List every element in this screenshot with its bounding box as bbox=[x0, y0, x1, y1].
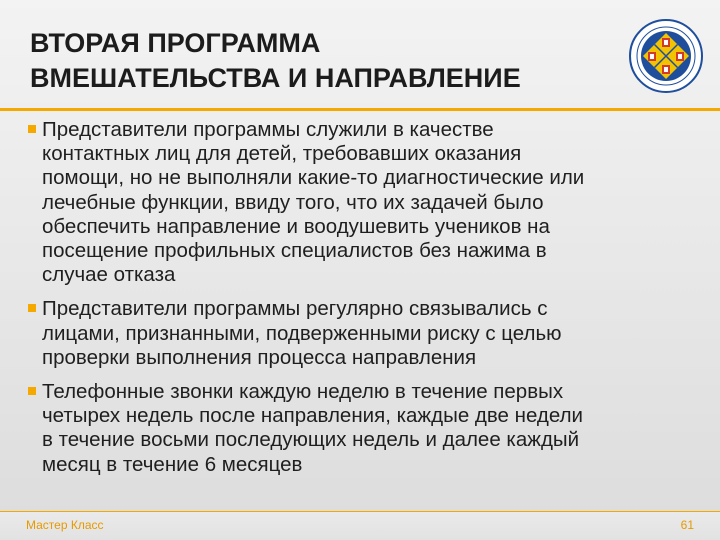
bullet-line: четырех недель после направления, каждые две недели bbox=[42, 404, 584, 428]
page-number: 61 bbox=[680, 518, 694, 532]
bullet-line: обеспечить направление и воодушевить учеников на bbox=[42, 214, 550, 238]
organization-logo bbox=[628, 18, 704, 94]
bullet-item bbox=[28, 297, 698, 370]
bullet-square-icon bbox=[28, 304, 36, 312]
bullet-line: контактных лиц для детей, требовавших оказания bbox=[42, 142, 522, 166]
bullet-line: лицами, признанными, подверженными риску с целью bbox=[42, 321, 562, 345]
bullet-text bbox=[42, 118, 698, 287]
bullet-text bbox=[42, 297, 698, 370]
footer-divider bbox=[0, 511, 720, 512]
bullet-line: в течение восьми последующих недель и далее каждый bbox=[42, 428, 580, 452]
bullet-line: Представители программы служили в качестве bbox=[42, 118, 494, 141]
slide-title bbox=[30, 26, 610, 96]
bullet-line: случае отказа bbox=[42, 263, 176, 287]
bullet-line: проверки выполнения процесса направления bbox=[42, 345, 477, 369]
bullet-item bbox=[28, 380, 698, 477]
bullet-item bbox=[28, 118, 698, 287]
title-line: ВТОРАЯ ПРОГРАММА bbox=[30, 28, 321, 58]
bullet-line: месяц в течение 6 месяцев bbox=[42, 452, 303, 476]
bullet-list bbox=[28, 118, 698, 487]
bullet-line: лечебные функции, ввиду того, что их задачей было bbox=[42, 190, 544, 214]
bullet-text bbox=[42, 380, 698, 477]
bullet-square-icon bbox=[28, 387, 36, 395]
bullet-line: Представители программы регулярно связывались с bbox=[42, 297, 548, 321]
bullet-line: помощи, но не выполняли какие-то диагностические или bbox=[42, 166, 585, 190]
title-divider bbox=[0, 108, 720, 111]
bullet-square-icon bbox=[28, 125, 36, 133]
bullet-line: Телефонные звонки каждую неделю в течение первых bbox=[42, 380, 564, 404]
bullet-line: посещение профильных специалистов без нажима в bbox=[42, 239, 547, 263]
footer-bar bbox=[0, 512, 720, 540]
footer-label: Мастер Класс bbox=[26, 518, 104, 532]
title-line: ВМЕШАТЕЛЬСТВА И НАПРАВЛЕНИЕ bbox=[30, 63, 521, 93]
